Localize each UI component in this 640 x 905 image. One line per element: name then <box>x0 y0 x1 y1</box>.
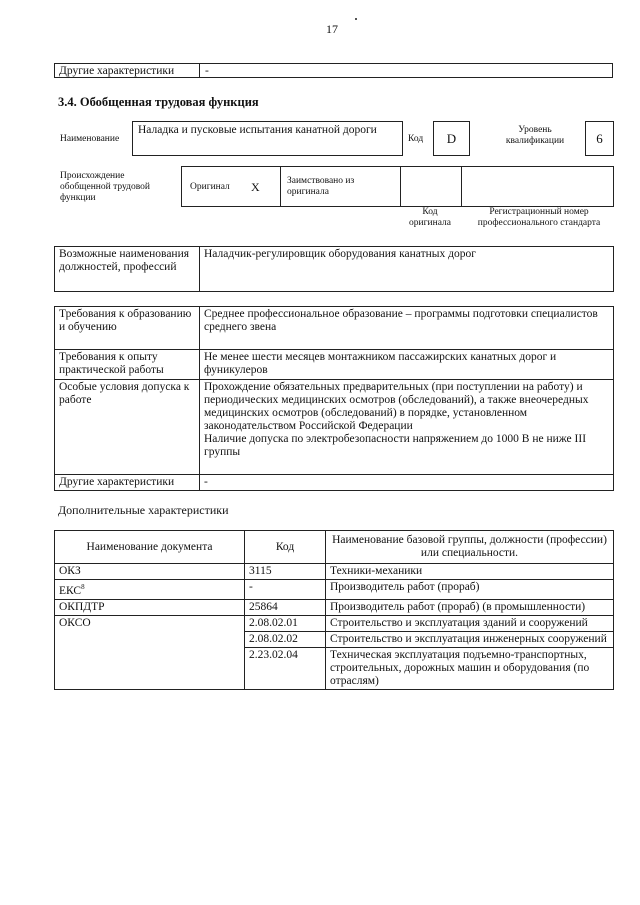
function-name-value: Наладка и пусковые испытания канатной дороги <box>138 124 377 136</box>
reg-number-caption: Регистрационный номер профессионального стандарта <box>477 207 601 228</box>
origin-divider-3 <box>461 167 462 206</box>
name-cell: Техническая эксплуатация подъемно-транспортных, строительных, дорожных машин и оборудования (по отраслям) <box>326 647 614 689</box>
req-experience-value: Не менее шести месяцев монтажником пассажирских канатных дорог и фуникулеров <box>200 350 614 380</box>
top-other-label: Другие характеристики <box>59 65 175 77</box>
req-admission-cell <box>200 380 614 475</box>
requirement-row <box>55 350 614 380</box>
original-mark: X <box>251 180 260 194</box>
origin-divider-2 <box>400 167 401 206</box>
origin-divider-1 <box>280 167 281 206</box>
job-titles-label: Возможные наименования должностей, профессий <box>55 247 200 292</box>
header-code: Код <box>245 531 326 564</box>
function-level-box <box>585 121 614 156</box>
req-other-value: - <box>200 475 614 491</box>
function-code-value: D <box>446 131 457 146</box>
requirement-row <box>55 475 614 491</box>
req-education-value: Среднее профессиональное образование – программы подготовки специалистов среднего звена <box>200 307 614 350</box>
code-cell: 2.08.02.01 <box>245 615 326 631</box>
code-cell: - <box>245 580 326 600</box>
top-other-value: - <box>205 65 209 77</box>
req-admission-value: Прохождение обязательных предварительных (при поступлении на работу) и периодических медицинских осмотров (обследований), а также внеочередных медицинских осмотров (обследований) в порядке, установленном законодательством Российской Федерации <box>204 381 589 432</box>
doc-cell <box>55 580 245 600</box>
original-label: Оригинал <box>190 182 230 192</box>
req-other-label: Другие характеристики <box>55 475 200 491</box>
code-cell: 2.08.02.02 <box>245 631 326 647</box>
doc-cell: ОКСО <box>55 615 245 689</box>
doc-text: ЕКС <box>59 584 82 597</box>
footnote-ref: 8 <box>81 583 85 591</box>
borrowed-label: Заимствовано из оригинала <box>287 176 355 197</box>
doc-cell: ОКПДТР <box>55 599 245 615</box>
name-cell: Строительство и эксплуатация зданий и сооружений <box>326 615 614 631</box>
top-other-divider <box>199 64 200 77</box>
code-cell: 25864 <box>245 599 326 615</box>
requirement-row <box>55 307 614 350</box>
req-admission-label: Особые условия допуска к работе <box>55 380 200 475</box>
function-level-label: Уровень квалификации <box>505 125 565 146</box>
table-row <box>55 599 614 615</box>
origin-box <box>181 166 614 207</box>
req-experience-label: Требования к опыту практической работы <box>55 350 200 380</box>
header-name: Наименование базовой группы, должности (профессии) или специальности. <box>326 531 614 564</box>
code-original-caption: Код оригинала <box>409 207 451 228</box>
table-row <box>55 564 614 580</box>
job-titles-table <box>54 246 614 292</box>
additional-table <box>54 530 614 690</box>
table-row <box>55 580 614 600</box>
name-cell: Техники-механики <box>326 564 614 580</box>
code-cell: 2.23.02.04 <box>245 647 326 689</box>
requirement-row <box>55 380 614 475</box>
req-admission-value2: Наличие допуска по электробезопасности напряжением до 1000 В не ниже III группы <box>204 433 587 458</box>
table-row <box>55 615 614 631</box>
top-other-row <box>54 63 613 78</box>
name-cell: Производитель работ (прораб) (в промышленности) <box>326 599 614 615</box>
function-code-box <box>433 121 470 156</box>
req-education-label: Требования к образованию и обучению <box>55 307 200 350</box>
code-cell: 3115 <box>245 564 326 580</box>
scan-speck <box>355 18 357 20</box>
name-cell: Производитель работ (прораб) <box>326 580 614 600</box>
requirements-table <box>54 306 614 491</box>
additional-header-row <box>55 531 614 564</box>
job-titles-row <box>55 247 614 292</box>
function-name-label: Наименование <box>60 134 120 144</box>
function-name-box <box>132 121 403 156</box>
origin-label: Происхождение обобщенной трудовой функции <box>60 171 150 203</box>
doc-cell: ОКЗ <box>55 564 245 580</box>
section-title: 3.4. Обобщенная трудовая функция <box>58 95 259 109</box>
header-document: Наименование документа <box>55 531 245 564</box>
function-code-label: Код <box>408 134 424 144</box>
job-titles-value: Наладчик-регулировщик оборудования канатных дорог <box>200 247 614 292</box>
function-level-value: 6 <box>596 131 603 146</box>
additional-title: Дополнительные характеристики <box>58 503 229 517</box>
name-cell: Строительство и эксплуатация инженерных сооружений <box>326 631 614 647</box>
page-number: 17 <box>326 22 338 36</box>
